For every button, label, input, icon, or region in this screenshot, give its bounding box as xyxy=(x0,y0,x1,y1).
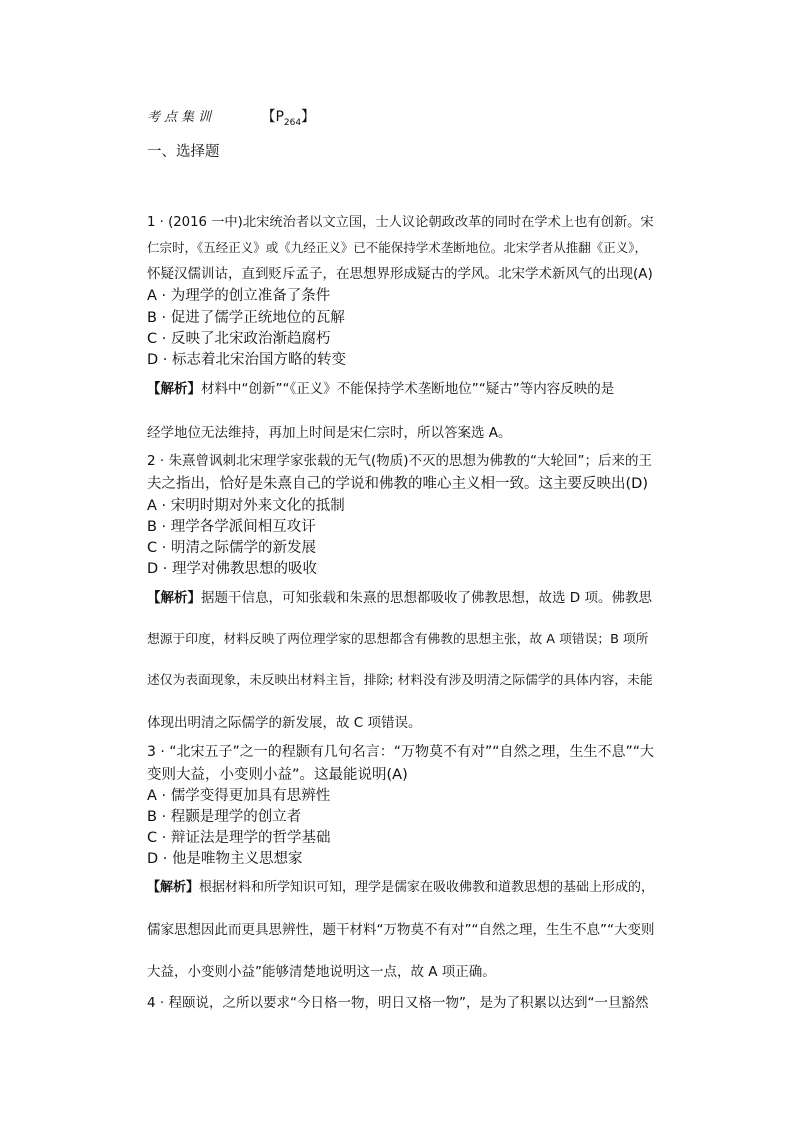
question-1-option-c: C · 反映了北宋政治渐趋腐朽 xyxy=(147,331,331,347)
question-1-analysis-line-2: 经学地位无法维持，再加上时间是宋仁宗时，所以答案选 A。 xyxy=(147,425,512,441)
question-3-line-1: 3 · “北宋五子”之一的程颢有几句名言：“万物莫不有对”“自然之理，生生不息”“大 xyxy=(147,744,655,760)
question-2-line-1: 2 · 朱熹曾讽刺北宋理学家张载的无气(物质)不灭的思想为佛教的“大轮回”；后来的王 xyxy=(147,453,652,469)
analysis-label: 【解析】 xyxy=(147,880,200,895)
question-3-analysis-line-1: 【解析】根据材料和所学知识可知，理学是儒家在吸收佛教和道教思想的基础上形成的， xyxy=(147,880,655,895)
question-4-line-1: 4 · 程颐说，之所以要求“今日格一物，明日又格一物”，是为了积累以达到“一旦豁然 xyxy=(147,995,649,1011)
question-1-line-3: 怀疑汉儒训诂，直到贬斥孟子，在思想界形成疑古的学风。北宋学术新风气的出现(A) xyxy=(147,266,653,282)
question-1-option-a: A · 为理学的创立准备了条件 xyxy=(147,288,331,304)
question-3-option-d: D · 他是唯物主义思想家 xyxy=(147,851,303,867)
question-3-analysis-line-3: 大益，小变则小益”能够清楚地说明这一点，故 A 项正确。 xyxy=(147,964,496,980)
question-2-option-a: A · 宋明时期对外来文化的抵制 xyxy=(147,498,345,514)
question-1-analysis-line-1: 【解析】材料中“创新”“《正义》不能保持学术垄断地位”“疑古”等内容反映的是 xyxy=(147,381,615,397)
question-3-analysis-line-2: 儒家思想因此而更具思辨性，题干材料“万物莫不有对”“自然之理，生生不息”“大变则 xyxy=(147,922,655,938)
question-3-option-b: B · 程颢是理学的创立者 xyxy=(147,809,302,825)
question-1-line-1: 1 · (2016 一中)北宋统治者以文立国，士人议论朝政改革的同时在学术上也有创新。宋 xyxy=(147,215,654,230)
question-1-option-b: B · 促进了儒学正统地位的瓦解 xyxy=(147,310,345,326)
question-2-analysis-line-3: 述仅为表面现象，未反映出材料主旨，排除; 材料没有涉及明清之际儒学的具体内容，未能 xyxy=(147,673,653,688)
question-3-line-2: 变则大益，小变则小益”。这最能说明(A) xyxy=(147,767,408,783)
question-2-option-b: B · 理学各学派间相互攻讦 xyxy=(147,519,316,535)
header-tag: 考点集训 xyxy=(147,110,216,125)
question-2-analysis-line-1: 【解析】据题干信息，可知张载和朱熹的思想都吸收了佛教思想，故选 D 项。佛教思 xyxy=(147,590,652,606)
question-2-analysis-line-2: 想源于印度，材料反映了两位理学家的思想都含有佛教的思想主张，故 A 项错误；B 项所 xyxy=(147,632,649,647)
question-1-line-2: 仁宗时，《五经正义》或《九经正义》已不能保持学术垄断地位。北宋学者从推翻《正义》， xyxy=(147,240,648,255)
page-reference: 【$P_{264}$】 xyxy=(261,109,316,128)
question-2-analysis-line-4: 体现出明清之际儒学的新发展，故 C 项错误。 xyxy=(147,715,422,731)
question-3-option-a: A · 儒学变得更加具有思辨性 xyxy=(147,788,331,804)
question-2-option-d: D · 理学对佛教思想的吸收 xyxy=(147,561,317,577)
question-1-option-d: D · 标志着北宋治国方略的转变 xyxy=(147,352,346,368)
analysis-label: 【解析】 xyxy=(147,381,201,397)
section-title: 一、选择题 xyxy=(147,144,220,160)
question-2-line-2: 夫之指出，恰好是朱熹自己的学说和佛教的唯心主义相一致。这主要反映出(D) xyxy=(147,476,648,492)
question-2-option-c: C · 明清之际儒学的新发展 xyxy=(147,540,316,556)
header xyxy=(147,106,315,128)
question-3-option-c: C · 辩证法是理学的哲学基础 xyxy=(147,830,331,846)
analysis-label: 【解析】 xyxy=(147,590,201,606)
